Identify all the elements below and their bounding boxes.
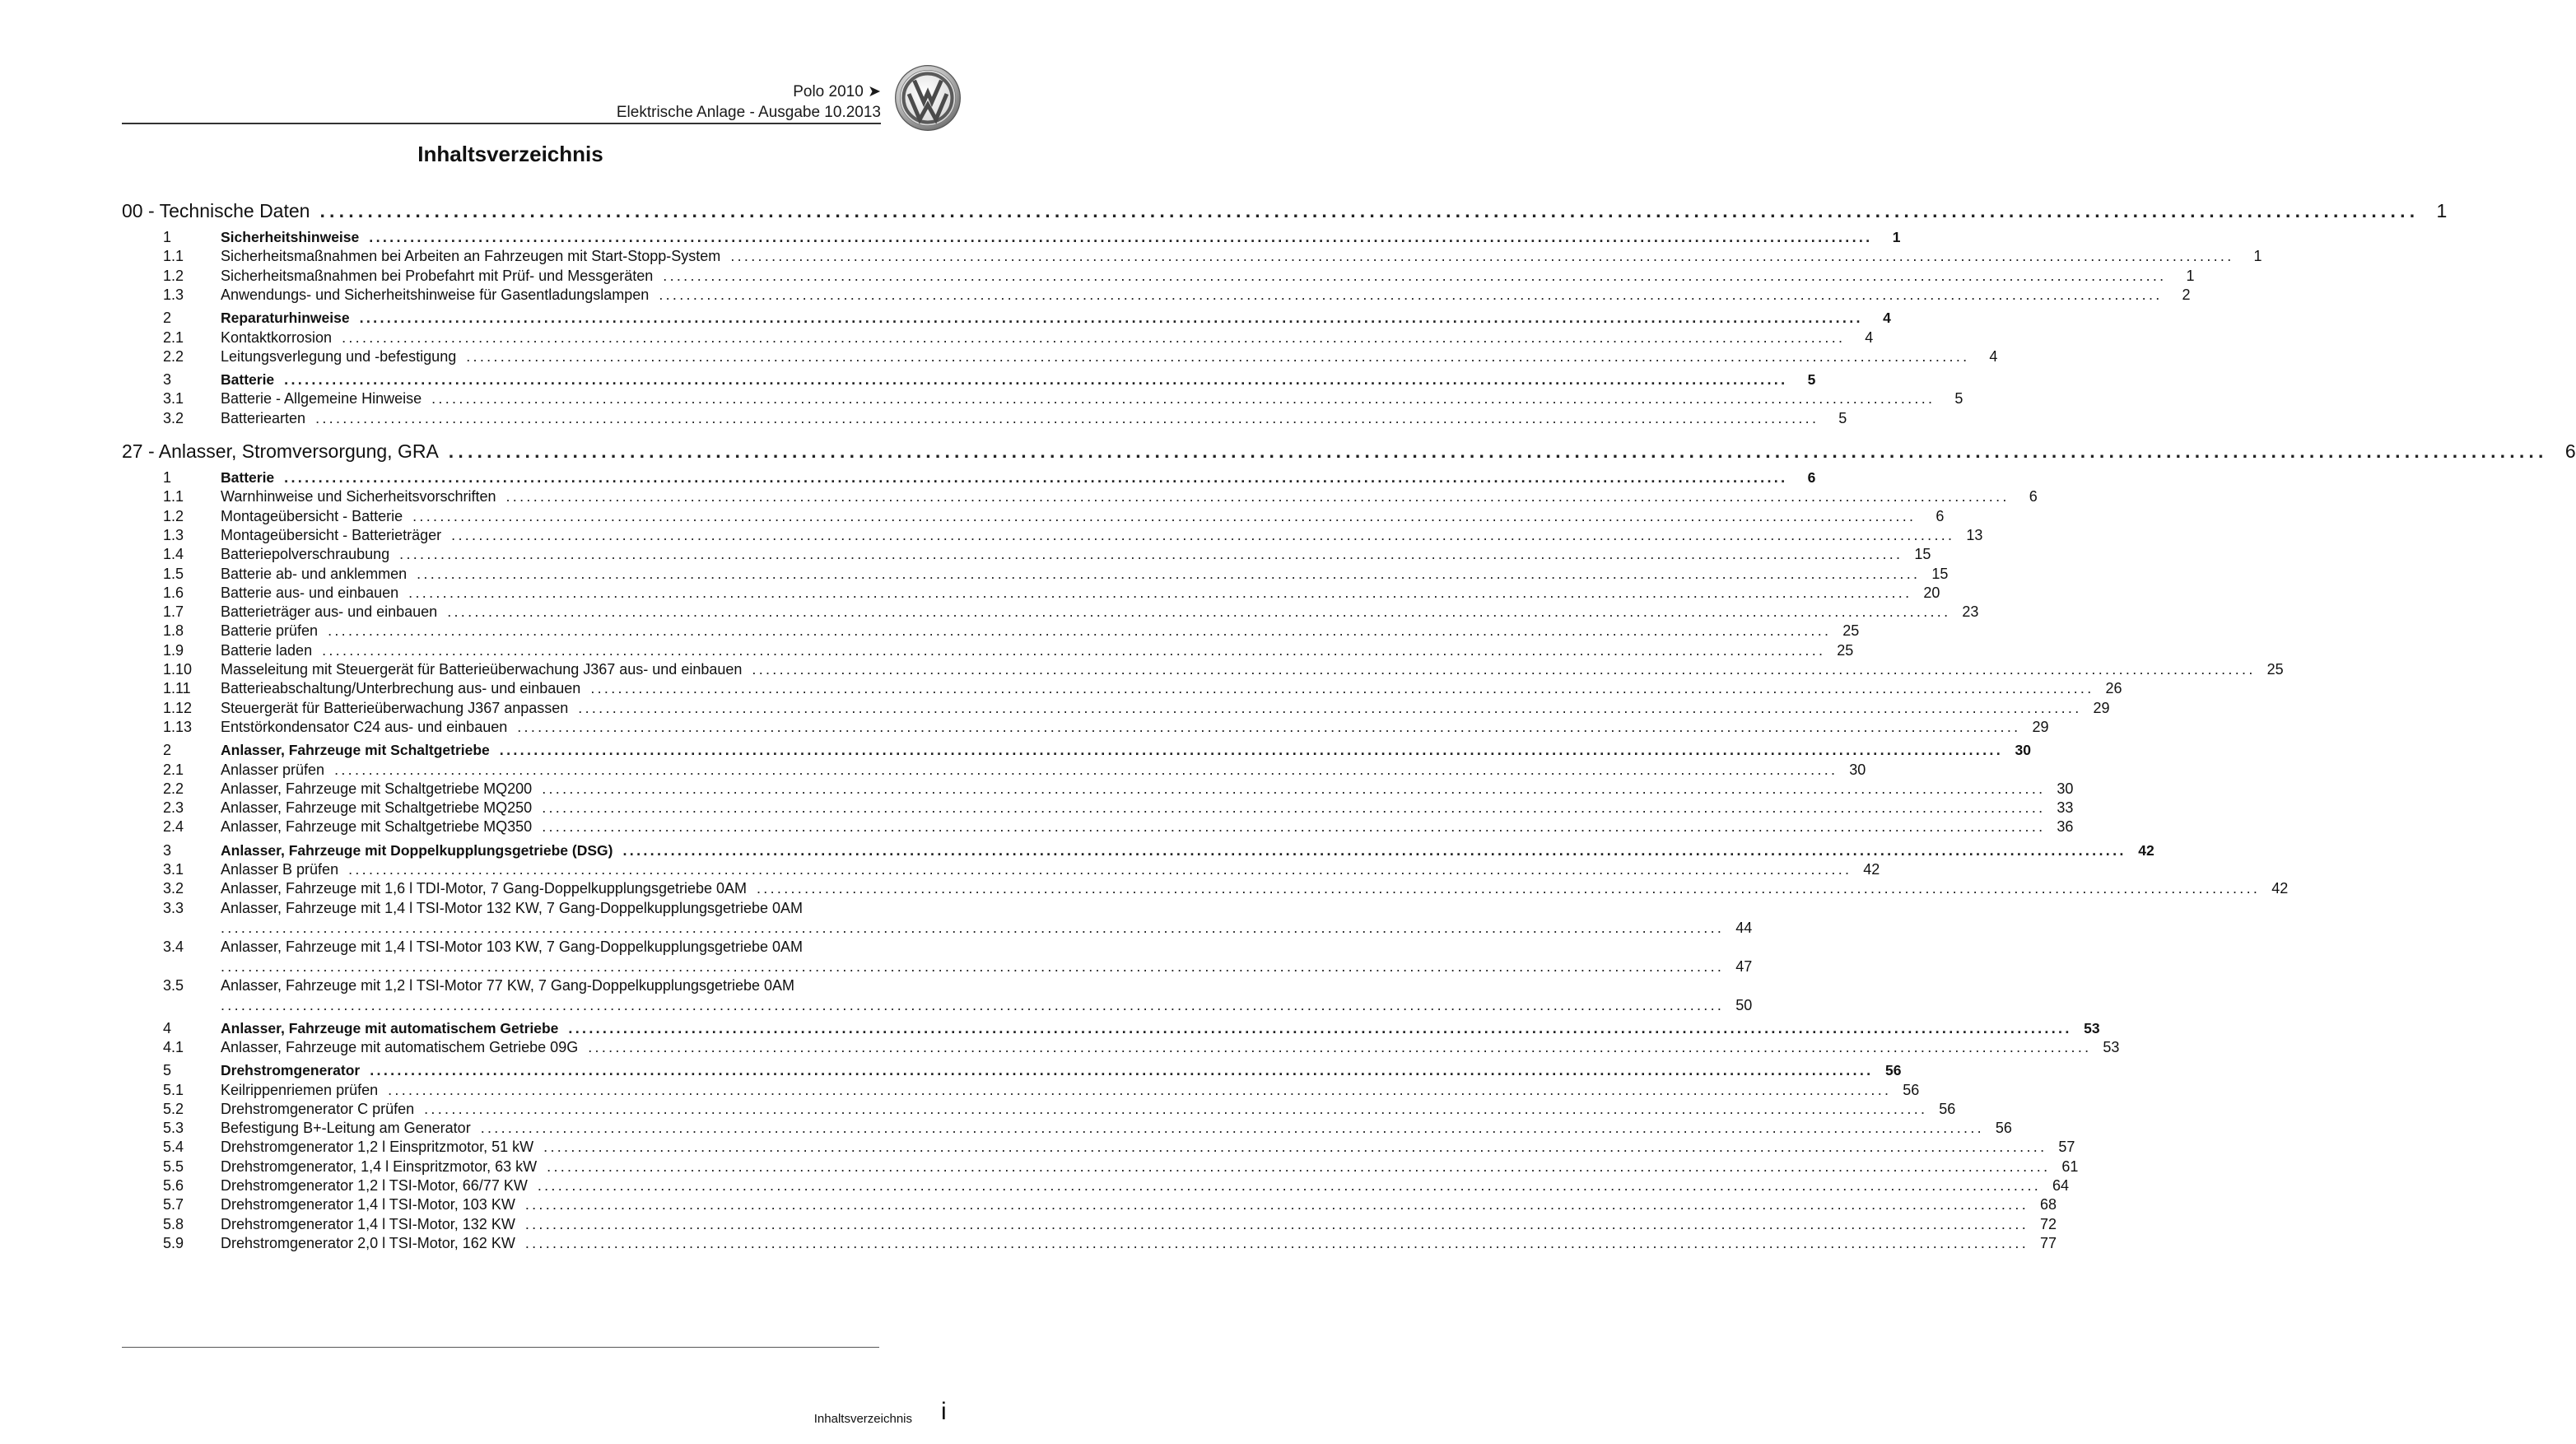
toc-title: Batterie aus- und einbauen [221,584,399,601]
toc-leader-dots: ............................................................................................................................................................................................................................ [399,546,1903,563]
toc-title: Batterie ab- und anklemmen [221,565,408,582]
toc-number: 1 [163,469,172,486]
toc-title: Keilrippenriemen prüfen [221,1081,379,1098]
toc-number: 1.2 [163,507,184,524]
toc-page-number: 56 [1884,1062,1902,1079]
toc-page-number: 53 [2084,1019,2100,1036]
toc-title: Batterie prüfen [221,622,319,640]
toc-title: Steuergerät für Batterieüberwachung J367 anpassen [221,699,569,716]
toc-number: 1.10 [163,661,193,678]
toc-number: 5.8 [163,1215,184,1232]
toc-row[interactable] [122,1117,2012,1137]
toc-title: Batteriearten [221,409,306,426]
toc-page-number: 5 [1838,409,1847,426]
toc-row-continuation [122,917,1753,937]
toc-title: Anlasser, Fahrzeuge mit Doppelkupplungsgetriebe (DSG) [221,841,613,859]
toc-leader-dots: ............................................................................................................................................................................................................................ [328,622,1832,640]
toc-page-number: 25 [2266,661,2284,678]
toc-leader-dots: ............................................................................................................................................................................................................................ [370,1062,1874,1079]
toc-leader-dots: ............................................................................................................................................................................................................................ [388,1081,1892,1098]
toc-number: 3 [163,371,172,389]
toc-leader-dots: ............................................................................................................................................................................................................................ [284,371,1788,389]
toc-page-number: 6 [1807,469,1816,486]
toc-number: 5.3 [163,1120,184,1137]
toc-page-number: 56 [1995,1120,2012,1137]
toc-row[interactable] [122,975,920,994]
toc-page-number: 1 [2253,248,2262,265]
toc-page-number: 20 [1923,584,1940,601]
toc-leader-dots: ............................................................................................................................................................................................................................ [322,641,1826,659]
toc-leader-dots: ............................................................................................................................................................................................................................ [568,1019,2072,1036]
toc-number: 2 [163,742,172,759]
toc-leader-dots: ............................................................................................................................................................................................................................ [431,390,1935,408]
toc-number: 1.3 [163,526,184,543]
toc-page-number: 56 [1939,1100,1956,1117]
toc-title: Drehstromgenerator [221,1062,361,1079]
toc-page-number: 77 [2040,1234,2057,1251]
toc-row[interactable] [122,467,1816,487]
toc-row[interactable] [122,438,2576,463]
toc-page-number: 29 [2093,699,2110,716]
toc-row[interactable] [122,524,1983,544]
toc-title: Batterie laden [221,641,313,659]
toc-title: Anlasser, Fahrzeuge mit automatischem Getriebe [221,1019,559,1036]
toc-leader-dots: ............................................................................................................................................................................................................................ [524,1234,2029,1251]
toc-row[interactable] [122,840,2154,859]
toc-title: Drehstromgenerator 1,2 l TSI-Motor, 66/77 KW [221,1177,528,1194]
toc-number: 5.6 [163,1177,184,1194]
toc-title: Anlasser, Fahrzeuge mit 1,4 l TSI-Motor 103 KW, 7 Gang-Doppelkupplungsgetriebe 0AM [221,938,804,955]
toc-number: 1 [163,229,172,245]
toc-page-number: 1 [2186,267,2195,284]
toc-number: 1.13 [163,718,193,735]
toc-leader-dots: ............................................................................................................................................................................................................................ [221,919,1725,936]
toc-leader-dots: ............................................................................................................................................................................................................................ [499,742,2003,759]
toc-row[interactable] [122,601,1979,621]
toc-number: 1.11 [163,680,191,697]
toc-page-number: 4 [1865,328,1874,346]
toc-row[interactable] [122,226,1901,246]
toc-row[interactable] [122,346,1998,366]
toc-page-number: 15 [1914,546,1931,563]
toc-page-number: 6 [2564,440,2576,462]
toc-leader-dots: ............................................................................................................................................................................................................................ [590,680,2094,697]
toc-page-number: 5 [1807,371,1816,389]
toc-leader-dots: ............................................................................................................................................................................................................................ [752,661,2256,678]
toc-page-number: 5 [1954,390,1963,408]
toc-leader-dots: ............................................................................................................................................................................................................................ [342,328,1846,346]
toc-row[interactable] [122,582,1940,602]
toc-leader-dots: ............................................................................................................................................................................................................................ [221,957,1725,975]
toc-row[interactable] [122,797,2074,817]
toc-row[interactable] [122,1079,1920,1099]
toc-row[interactable] [122,563,1949,583]
toc-page-number: 42 [2138,841,2154,859]
toc-title: Batterieträger aus- und einbauen [221,603,438,621]
toc-number: 3 [163,841,172,859]
toc-title: Leitungsverlegung und -befestigung [221,347,457,365]
toc-number: 5.5 [163,1158,184,1175]
toc-row[interactable] [122,659,2284,678]
header-edition: Elektrische Anlage - Ausgabe 10.2013 [616,104,881,121]
toc-number: 4.1 [163,1038,184,1055]
toc-row[interactable] [122,678,2122,697]
toc-leader-dots: ............................................................................................................................................................................................................................ [517,718,2021,735]
toc-row[interactable] [122,716,2049,736]
toc-leader-dots: ............................................................................................................................................................................................................................ [659,286,2163,303]
toc-number: 1.6 [163,584,184,601]
toc-row[interactable] [122,265,2195,285]
toc-number: 3.1 [163,390,184,408]
toc-number: 3.3 [163,899,184,916]
toc-number: 3.4 [163,938,184,955]
toc-row[interactable] [122,486,2038,505]
toc-number: 4 [163,1019,172,1036]
toc-row[interactable] [122,1213,2057,1233]
toc-number: 2.2 [163,347,184,365]
toc-number: 3.1 [163,861,184,878]
toc-number: 5.4 [163,1139,184,1156]
toc-number: 5.7 [163,1196,184,1213]
toc-leader-dots: ............................................................................................................................................................................................................................ [505,488,2010,505]
toc-leader-dots: ............................................................................................................................................................................................................................ [730,248,2234,265]
toc-page-number: 25 [1842,622,1860,640]
toc-leader-dots: ............................................................................................................................................................................................................................ [447,603,1951,621]
toc-title: Montageübersicht - Batterieträger [221,526,442,543]
toc-row[interactable] [122,816,2074,836]
toc-row[interactable] [122,505,1945,525]
toc-title: Montageübersicht - Batterie [221,507,403,524]
footer-page-number: i [941,1398,947,1425]
toc-number: 5.9 [163,1234,184,1251]
toc-title: Reparaturhinweise [221,310,350,327]
toc-page-number: 44 [1735,919,1753,936]
toc-number: 1.3 [163,286,184,303]
toc-leader-dots: ............................................................................................................................................................................................................................ [578,699,2082,716]
toc-title: Warnhinweise und Sicherheitsvorschriften [221,488,496,505]
toc-page-number: 68 [2040,1196,2057,1213]
toc-leader-dots: ............................................................................................................................................................................................................................ [319,200,2420,221]
toc-title: Befestigung B+-Leitung am Generator [221,1120,471,1137]
toc-title: Batterie [221,469,275,486]
toc-page-number: 4 [1883,310,1891,327]
toc-number: 1.12 [163,699,193,716]
header-rule [122,123,881,124]
toc-leader-dots: ............................................................................................................................................................................................................................ [542,799,2046,817]
header-model: Polo 2010 ➤ [793,83,881,100]
toc-title: Batterie - Allgemeine Hinweise [221,390,422,408]
toc-row[interactable] [122,897,920,917]
toc-page-number: 30 [2057,780,2074,797]
toc-page-number: 56 [1903,1081,1920,1098]
toc-title: Drehstromgenerator C prüfen [221,1100,415,1117]
toc-title: Anlasser, Fahrzeuge mit Schaltgetriebe MQ350 [221,818,533,836]
toc-number: 1.2 [163,267,184,284]
toc-leader-dots: ............................................................................................................................................................................................................................ [408,584,1912,601]
toc-number: 1.8 [163,622,184,640]
toc-number: 3.2 [163,880,184,897]
toc-title: Anlasser, Fahrzeuge mit 1,2 l TSI-Motor 77 KW, 7 Gang-Doppelkupplungsgetriebe 0AM [221,976,795,994]
toc-number: 1.7 [163,603,184,621]
toc-row[interactable] [122,327,1874,347]
toc-row[interactable] [122,1156,2079,1176]
toc-number: 3.2 [163,409,184,426]
toc-leader-dots: ............................................................................................................................................................................................................................ [412,507,1917,524]
toc-leader-dots: ............................................................................................................................................................................................................................ [315,409,1819,426]
toc-number: 5.1 [163,1081,184,1098]
toc-leader-dots: ............................................................................................................................................................................................................................ [537,1177,2042,1194]
toc-row[interactable] [122,1175,2070,1195]
toc-title: Drehstromgenerator 1,4 l TSI-Motor, 132 KW [221,1215,515,1232]
toc-row[interactable] [122,620,1860,640]
toc-row[interactable] [122,739,2031,759]
toc-row[interactable] [122,245,2262,265]
toc-leader-dots: ............................................................................................................................................................................................................................ [359,310,1863,327]
toc-page-number: 61 [2061,1158,2079,1175]
toc-row[interactable] [122,1232,2057,1252]
toc-title: Drehstromgenerator 2,0 l TSI-Motor, 162 KW [221,1234,515,1251]
toc-page-number: 2 [2182,286,2191,303]
toc-row[interactable] [122,307,1891,327]
toc-row[interactable] [122,1136,2075,1156]
toc-number: 5 [163,1062,172,1079]
toc-row[interactable] [122,1018,2100,1037]
toc-title: Drehstromgenerator 1,2 l Einspritzmotor, 51 kW [221,1139,534,1156]
toc-leader-dots: ............................................................................................................................................................................................................................ [417,565,1921,582]
toc-row[interactable] [122,878,2289,897]
toc-leader-dots: ............................................................................................................................................................................................................................ [284,469,1788,486]
toc-row[interactable] [122,1194,2057,1213]
toc-number: 2.3 [163,799,184,817]
toc-page-number: 64 [2052,1177,2070,1194]
toc-leader-dots: ............................................................................................................................................................................................................................ [466,347,1970,365]
toc-title: Sicherheitsmaßnahmen bei Arbeiten an Fahrzeugen mit Start-Stopp-System [221,248,721,265]
toc-title: Masseleitung mit Steuergerät für Batterieüberwachung J367 aus- und einbauen [221,661,743,678]
toc-page-number: 6 [2029,488,2038,505]
toc-title: Entstörkondensator C24 aus- und einbauen [221,718,508,735]
toc-number: 2.1 [163,328,184,346]
toc-title: Anlasser, Fahrzeuge mit Schaltgetriebe [221,742,490,759]
toc-leader-dots: ............................................................................................................................................................................................................................ [334,761,1838,778]
toc-leader-dots: ............................................................................................................................................................................................................................ [622,841,2126,859]
toc-row[interactable] [122,1060,1902,1079]
document-title: Inhaltsverzeichnis [417,142,603,166]
toc-page-number: 4 [1989,347,1998,365]
toc-number: 5.2 [163,1100,184,1117]
toc-page-number: 29 [2032,718,2049,735]
toc-leader-dots: ............................................................................................................................................................................................................................ [542,818,2046,836]
toc-title: Anlasser, Fahrzeuge mit Schaltgetriebe MQ200 [221,780,533,797]
toc-number: 1.9 [163,641,184,659]
toc-leader-dots: ............................................................................................................................................................................................................................ [547,1158,2051,1175]
toc-number: 2.4 [163,818,184,836]
toc-page-number: 33 [2057,799,2074,817]
toc-title: Drehstromgenerator 1,4 l TSI-Motor, 103 KW [221,1196,515,1213]
toc-row[interactable] [122,1036,2120,1056]
toc-page-number: 6 [1935,507,1945,524]
toc-number: 1.1 [163,488,184,505]
toc-leader-dots: ............................................................................................................................................................................................................................ [588,1038,2092,1055]
toc-row[interactable] [122,1098,1956,1118]
toc-page-number: 13 [1966,526,1983,543]
vw-logo-icon [894,64,962,132]
toc-leader-dots: ............................................................................................................................................................................................................................ [757,880,2261,897]
toc-title: Batterie [221,371,275,389]
toc-title: 27 - Anlasser, Stromversorgung, GRA [122,440,439,462]
toc-title: Anlasser, Fahrzeuge mit 1,4 l TSI-Motor 132 KW, 7 Gang-Doppelkupplungsgetriebe 0AM [221,899,804,916]
toc-row[interactable] [122,369,1816,389]
toc-leader-dots: ............................................................................................................................................................................................................................ [524,1196,2029,1213]
toc-leader-dots: ............................................................................................................................................................................................................................ [424,1100,1928,1117]
toc-title: Anlasser, Fahrzeuge mit Schaltgetriebe MQ250 [221,799,533,817]
toc-title: Kontaktkorrosion [221,328,333,346]
toc-leader-dots: ............................................................................................................................................................................................................................ [524,1215,2029,1232]
toc-page-number: 36 [2057,818,2074,836]
toc-page-number: 30 [1849,761,1866,778]
toc-title: Sicherheitshinweise [221,229,360,245]
toc-page-number: 42 [2271,880,2289,897]
toc-title: Anlasser, Fahrzeuge mit 1,6 l TDI-Motor, 7 Gang-Doppelkupplungsgetriebe 0AM [221,880,747,897]
toc-page-number: 23 [1962,603,1979,621]
toc-page-number: 57 [2058,1139,2075,1156]
toc-row[interactable] [122,284,2191,304]
toc-row[interactable] [122,859,1880,878]
toc-number: 1.5 [163,565,184,582]
toc-number: 1.1 [163,248,184,265]
toc-leader-dots: ............................................................................................................................................................................................................................ [542,780,2046,797]
toc-row[interactable] [122,388,1963,408]
toc-page-number: 72 [2040,1215,2057,1232]
toc-page-number: 25 [1837,641,1854,659]
toc-number: 3.5 [163,976,184,994]
toc-number: 2.1 [163,761,184,778]
toc-page-number: 50 [1735,996,1753,1013]
toc-title: Batterieabschaltung/Unterbrechung aus- und einbauen [221,680,581,697]
toc-leader-dots: ............................................................................................................................................................................................................................ [543,1139,2047,1156]
toc-title: Drehstromgenerator, 1,4 l Einspritzmotor, 63 kW [221,1158,538,1175]
toc-leader-dots: ............................................................................................................................................................................................................................ [221,996,1725,1013]
toc-leader-dots: ............................................................................................................................................................................................................................ [448,440,2548,462]
toc-page-number: 42 [1863,861,1880,878]
toc-leader-dots: ............................................................................................................................................................................................................................ [369,229,1873,245]
toc-title: 00 - Technische Daten [122,200,310,221]
toc-title: Batteriepolverschraubung [221,546,390,563]
footer-label: Inhaltsverzeichnis [813,1412,912,1426]
toc-leader-dots: ............................................................................................................................................................................................................................ [348,861,1852,878]
toc-page-number: 26 [2105,680,2122,697]
toc-page-number: 1 [2436,200,2448,221]
toc-row-continuation [122,994,1753,1014]
toc-page-number: 30 [2015,742,2031,759]
toc-row[interactable] [122,936,920,956]
toc-title: Anlasser, Fahrzeuge mit automatischem Getriebe 09G [221,1038,579,1055]
toc-page-number: 15 [1931,565,1949,582]
toc-row[interactable] [122,198,2448,222]
toc-page-number: 53 [2103,1038,2120,1055]
toc-row[interactable] [122,543,1931,563]
footer-rule [122,1347,879,1348]
toc-leader-dots: ............................................................................................................................................................................................................................ [663,267,2167,284]
toc-title: Sicherheitsmaßnahmen bei Probefahrt mit Prüf- und Messgeräten [221,267,654,284]
toc-row[interactable] [122,408,1847,427]
toc-page-number: 47 [1735,957,1753,975]
toc-title: Anwendungs- und Sicherheitshinweise für Gasentladungslampen [221,286,650,303]
toc-leader-dots: ............................................................................................................................................................................................................................ [451,526,1955,543]
toc-title: Anlasser B prüfen [221,861,339,878]
toc-number: 2.2 [163,780,184,797]
toc-row[interactable] [122,778,2074,798]
toc-page-number: 1 [1892,229,1901,245]
toc-number: 1.4 [163,546,184,563]
toc-row[interactable] [122,640,1854,659]
toc-number: 2 [163,310,172,327]
toc-title: Anlasser prüfen [221,761,325,778]
toc-leader-dots: ............................................................................................................................................................................................................................ [480,1120,1984,1137]
toc-row[interactable] [122,759,1866,779]
toc-row-continuation [122,956,1753,976]
toc-row[interactable] [122,697,2110,717]
